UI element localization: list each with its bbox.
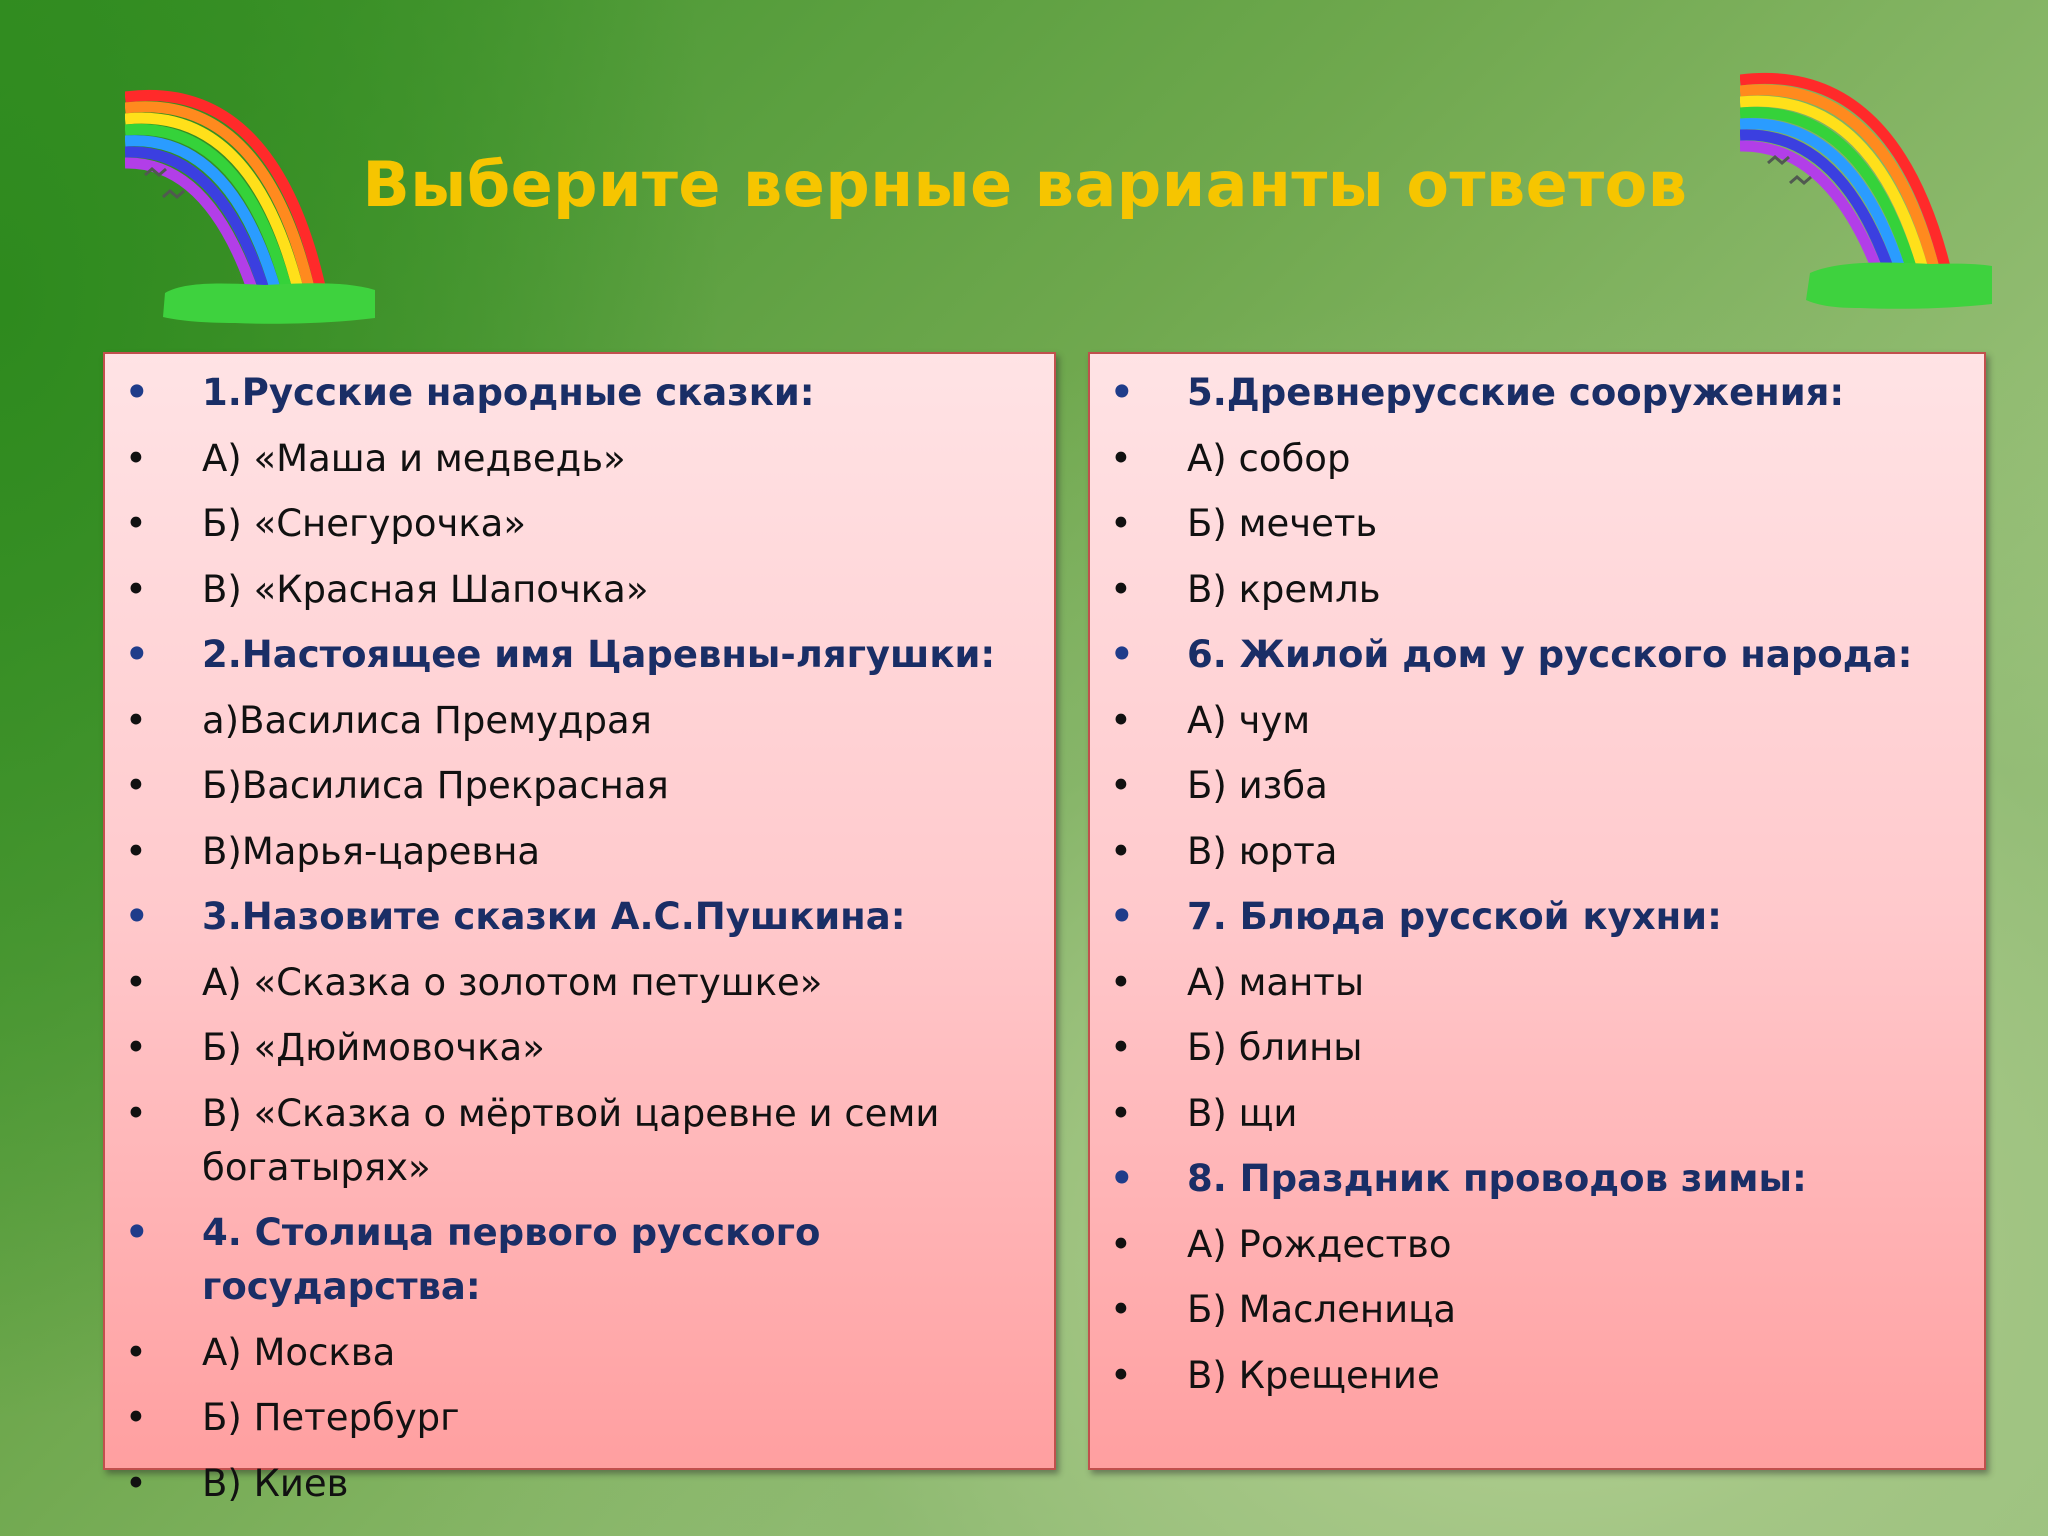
answer-option: • В) юрта [1090,825,1984,879]
question-heading: • 5.Древнерусские сооружения: [1090,366,1984,420]
answer-option: • В) кремль [1090,563,1984,617]
question-heading: • 7. Блюда русской кухни: [1090,890,1984,944]
answer-option: • А) Москва [105,1326,1054,1380]
right-question-list [1090,366,1984,1403]
question-heading: • 3.Назовите сказки А.С.Пушкина: [105,890,1054,944]
answer-option: • А) Рождество [1090,1218,1984,1272]
answer-option: • В) щи [1090,1087,1984,1141]
question-heading: • 6. Жилой дом у русского народа: [1090,628,1984,682]
answer-option: • А) чум [1090,694,1984,748]
right-question-panel [1088,352,1986,1470]
slide-title: Выберите верные варианты ответов [362,148,1688,221]
bird-icon [1768,157,1789,163]
question-heading: • 4. Столица первого русского государства: [105,1206,1054,1314]
question-heading: • 1.Русские народные сказки: [105,366,1054,420]
answer-option: • Б) Масленица [1090,1283,1984,1337]
answer-option: • Б) блины [1090,1021,1984,1075]
answer-option: • Б) изба [1090,759,1984,813]
answer-option: • В) «Сказка о мёртвой царевне и семи богатырях» [105,1087,1054,1195]
answer-option: • В) Крещение [1090,1349,1984,1403]
left-question-list [105,366,1054,1511]
answer-option: • В) «Красная Шапочка» [105,563,1054,617]
answer-option: • Б) «Дюймовочка» [105,1021,1054,1075]
answer-option: • А) «Маша и медведь» [105,432,1054,486]
left-question-panel [103,352,1056,1505]
answer-option: • Б) мечеть [1090,497,1984,551]
answer-option: • В)Марья-царевна [105,825,1054,879]
question-heading: • 8. Праздник проводов зимы: [1090,1152,1984,1206]
rainbow-right-icon [1740,68,1992,313]
bird-icon [163,191,184,197]
answer-option: • Б) «Снегурочка» [105,497,1054,551]
answer-option: • В) Киев [105,1457,1054,1511]
bird-icon [1790,177,1811,183]
answer-option: • А) манты [1090,956,1984,1010]
answer-option: • Б) Петербург [105,1391,1054,1445]
question-heading: • 2.Настоящее имя Царевны-лягушки: [105,628,1054,682]
rainbow-left-icon [125,85,375,325]
answer-option: • А) собор [1090,432,1984,486]
answer-option: • Б)Василиса Прекрасная [105,759,1054,813]
answer-option: • а)Василиса Премудрая [105,694,1054,748]
answer-option: • А) «Сказка о золотом петушке» [105,956,1054,1010]
